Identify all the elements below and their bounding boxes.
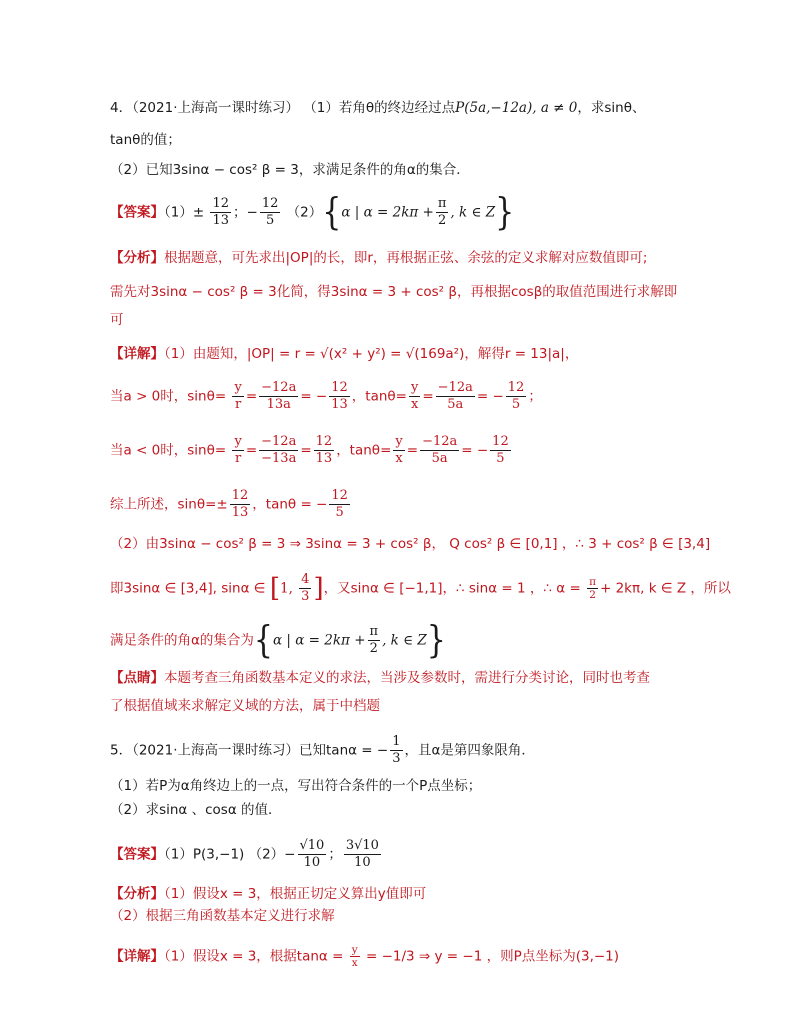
fraction: $\frac{-12a}{-13a}$ [261,434,297,466]
detail-mid: ，tanθ = − [252,496,328,513]
q4-analysis-3: 可 [110,312,124,328]
q4-source: （2021·上海高一课时练习） [132,100,299,116]
set-expr-tail: , k ∈ Z [382,632,427,649]
frac-den: 2 [369,641,378,656]
fraction [390,734,402,767]
frac-num: 12 [261,196,279,211]
frac-num: 3√10 [345,838,379,853]
q4-detail-5: （2）由3sinα − cos² β = 3 ⇒ 3sinα = 3 + cos² β， Q cos² β ∈ [0,1] ，∴ 3 + cos² β ∈ [3,4] [110,536,711,552]
q4-analysis-2: 需先对3sinα − cos² β = 3化简，得3sinα = 3 + cos² β，再根据cosβ的取值范围进行求解即 [110,284,678,300]
fraction [210,196,231,229]
fraction: $\frac{12}{5}$ [331,488,348,520]
right-brace: } [426,618,446,662]
fraction: $\frac{-12a}{5a}$ [437,380,473,412]
q4-detail-4 [110,488,352,521]
set-expr: α | α = 2kπ + [273,632,366,649]
fraction [368,624,381,657]
answer-tag: 【答案】 [110,846,164,863]
point-text: 本题考查三角函数基本定义的求法，当涉及参数时，需进行分类讨论，同时也考查 [164,670,650,686]
frac-num: π [437,196,447,211]
q4-answer [110,190,515,234]
q5-line1b: ，且α是第四象限角． [404,742,535,759]
fraction: $\frac{\pi}{2}$ [589,576,596,601]
q5-line3: （2）求sinα 、cosα 的值． [110,802,282,818]
right-brace: } [495,190,515,234]
q4-detail-2: 当a > 0时，sinθ= $\frac{y}{r}$ = $\frac{-12a}{13a}$ = − $\frac{12}{13}$ ，tanθ= $\frac{y}{x}$ = $\frac{-12a}{5a}$ = − $\frac{12}{5}$ ； [110,380,542,412]
q4-detail-3: 当a < 0时，sinθ= $\frac{y}{r}$ = $\frac{-12a}{-13a}$ = $\frac{12}{13}$ ，tanθ= $\frac{y}{x}$ = $\frac{-12a}{5a}$ = − $\frac{12}{5}$ [110,434,509,466]
frac-num: π [369,624,379,639]
q5-line2: （1）若P为α角终边上的一点，写出符合条件的一个P点坐标； [110,778,482,794]
fraction: $\frac{y}{r}$ [234,434,242,466]
fraction: $\frac{-12a}{13a}$ [261,380,297,412]
fraction: $\frac{12}{13}$ [331,380,348,412]
q5-answer [110,838,383,871]
frac-den: 10 [354,855,371,870]
point-tag: 【点睛】 [110,670,164,686]
analysis-tag: 【分析】 [110,250,164,266]
q5-number: 5． [110,742,133,759]
q5-analysis-1 [110,884,426,904]
frac-den: 13 [212,213,229,228]
detail-pre: 当a > 0时，sinθ= [110,388,227,405]
q5-detail-1 [110,944,619,969]
fraction [260,196,281,229]
fraction: $\frac{12}{5}$ [507,380,525,412]
detail-pre: 满足条件的角α的集合为 [110,632,254,649]
q4-line2: tanθ的值； [110,132,181,148]
q4-line1-end: ，求sinθ、 [577,100,646,116]
fraction: $\frac{y}{x}$ [395,434,403,466]
fraction: $\frac{12}{5}$ [492,434,509,466]
q5-analysis-2: （2）根据三角函数基本定义进行求解 [110,908,335,924]
answer-part2: （2）− [248,846,296,863]
q4-point-2: 了根据值域来求解定义域的方法，属于中档题 [110,698,380,714]
frac-num: 12 [212,196,229,211]
fraction: $\frac{y}{r}$ [234,380,242,412]
q5-header [110,734,535,767]
fraction: $\frac{y}{x}$ [351,944,358,969]
q4-analysis-1 [110,248,647,268]
frac-den: 5 [265,213,275,228]
frac-den: 2 [437,213,447,228]
set-expr-tail: , k ∈ Z [450,204,496,221]
answer-sep: ； [328,846,342,863]
frac-den: 10 [303,855,321,870]
frac-den: 3 [392,751,401,766]
detail-text: （1）假设x = 3，根据tanα = [164,948,348,965]
fraction: $\frac{12}{13}$ [315,434,333,466]
left-brace: { [253,618,273,662]
fraction: $\frac{-12a}{5a}$ [422,434,458,466]
fraction: $\frac{4}{3}$ [301,572,310,604]
detail-text-tail: = −1/3 ⇒ y = −1 ，则P点坐标为(3,−1) [361,948,620,965]
detail-pre: 当a < 0时，sinθ= [110,442,227,459]
q5-source: （2021·上海高一课时练习） [132,742,299,759]
detail-pre: 综上所述，sinθ=± [110,496,228,513]
q4-line1-text: （1）若角θ的终边经过点 [303,100,456,116]
answer-part2: （2） [286,204,323,221]
detail-6a: 即3sinα ∈ [3,4], sinα ∈ [110,580,266,597]
answer-sep: ；− [233,204,258,221]
fraction [344,838,381,871]
fraction: $\frac{y}{x}$ [411,380,419,412]
q4-detail-1 [110,344,578,364]
q4-header [110,98,645,118]
q4-line3: （2）已知3sinα − cos² β = 3，求满足条件的角α的集合． [110,162,470,178]
fraction [298,838,327,871]
fraction [436,196,449,229]
set-expr: α | α = 2kπ + [341,204,434,221]
q4-number: 4． [110,100,133,116]
q4-point: P(5a,−12a), a ≠ 0 [455,100,578,116]
frac-num: √10 [299,838,325,853]
analysis-tag: 【分析】 [110,886,164,902]
detail-tag: 【详解】 [110,948,164,965]
q4-detail-7 [110,618,446,662]
analysis-text: 根据题意，可先求出|OP|的长，即r，再根据正弦、余弦的定义求解对应数值即可; [164,250,648,266]
answer-part1: （1）P(3,−1) [164,846,245,863]
q4-detail-6: 即3sinα ∈ [3,4], sinα ∈ [1, $\frac{4}{3}$ ]，又sinα ∈ [−1,1]，∴ sinα = 1 ，∴ α = $\frac{\pi}{2}$ + 2kπ, k ∈ Z ，所以 [110,572,731,604]
q4-point-1 [110,668,650,688]
answer-part1: （1）± [164,204,205,221]
answer-tag: 【答案】 [110,204,164,221]
fraction: $\frac{12}{13}$ [231,488,249,520]
detail-tag: 【详解】 [110,346,164,362]
detail-text: （1）由题知，|OP| = r = √(x² + y²) = √(169a²)，解得r = 13|a|， [164,346,579,362]
frac-num: 1 [392,734,401,749]
left-brace: { [322,190,342,234]
q5-line1a: 已知tanα = − [299,742,389,759]
analysis-text: （1）假设x = 3，根据正切定义算出y值即可 [164,886,427,902]
